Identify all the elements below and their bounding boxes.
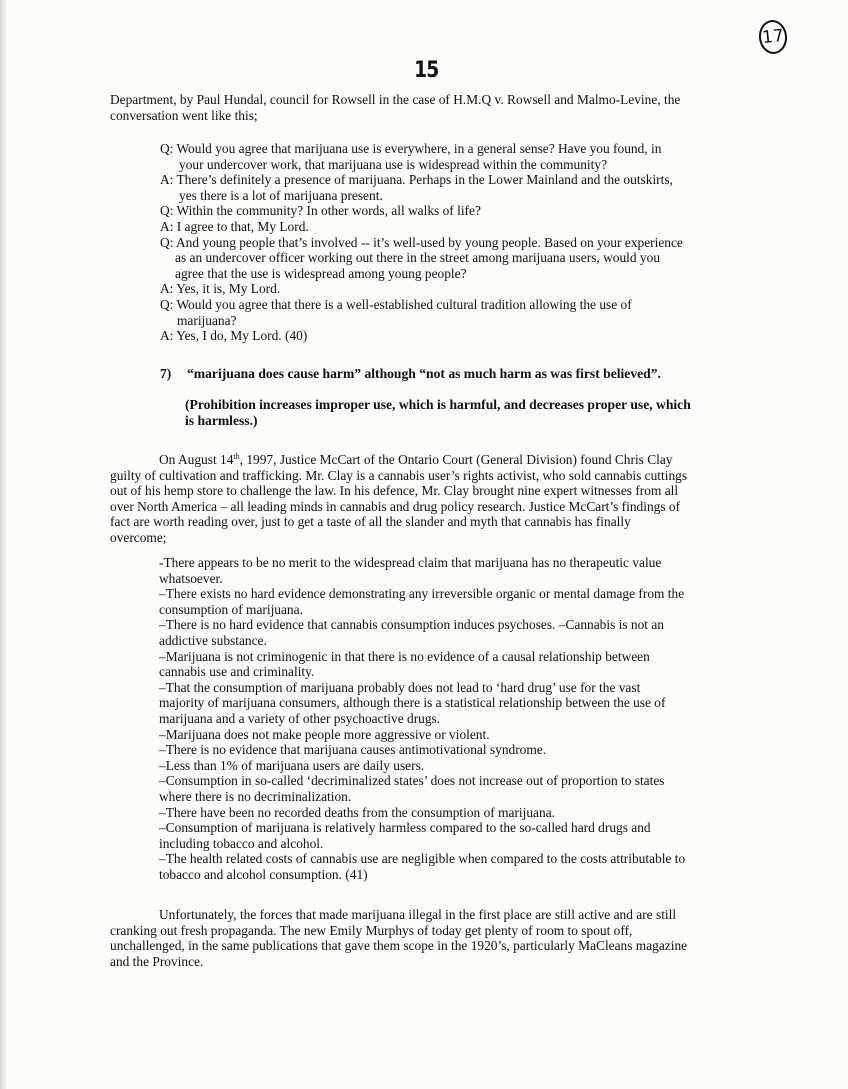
text-span: On August 14 xyxy=(159,452,234,467)
dialog-entry xyxy=(160,172,720,203)
text-line: cranking out fresh propaganda. The new Emily Murphys of today get plenty of room to spout off, xyxy=(110,922,633,938)
text-line xyxy=(110,452,720,468)
text-line: Department, by Paul Hundal, council for Rowsell in the case of H.M.Q v. Rowsell and Malmo-Levine, the xyxy=(110,92,681,107)
finding-line: -There appears to be no merit to the widespread claim that marijuana has no therapeutic value xyxy=(159,555,662,570)
subtitle-line: (Prohibition increases improper use, which is harmful, and decreases proper use, which xyxy=(185,397,691,412)
finding-line: whatsoever. xyxy=(159,570,223,586)
finding-line: majority of marijuana consumers, although there is a statistical relationship between the use of xyxy=(159,695,666,711)
handwritten-page-number: 15 xyxy=(414,58,439,83)
dialog-entry xyxy=(160,235,720,282)
dialog-entry xyxy=(160,141,720,172)
finding-line: –That the consumption of marijuana probably does not lead to ‘hard drug’ use for the vast xyxy=(159,679,641,695)
section-subtitle xyxy=(185,397,691,428)
dialog-line: as an undercover officer working out there in the street among marijuana users, would you xyxy=(175,250,661,266)
superscript: th xyxy=(233,452,240,461)
dialog-entry xyxy=(160,328,720,344)
scan-edge xyxy=(0,0,6,1089)
section-number: 7) xyxy=(160,366,172,381)
dialog-line: yes there is a lot of marijuana present. xyxy=(179,187,383,203)
finding-line: consumption of marijuana. xyxy=(159,601,303,617)
dialog-entry xyxy=(160,281,720,297)
dialog-entry xyxy=(160,203,720,219)
finding-line: –Marijuana does not make people more aggressive or violent. xyxy=(159,726,490,742)
text-line: over North America – all leading minds in cannabis and drug policy research. Justice McCart’s findings of xyxy=(110,498,681,514)
dialog-line: your undercover work, that marijuana use is widespread within the community? xyxy=(179,156,608,172)
closing-paragraph xyxy=(110,907,720,969)
dialog-line: agree that the use is widespread among young people? xyxy=(175,265,467,281)
finding-line: marijuana and a variety of other psychoactive drugs. xyxy=(159,710,441,726)
finding-line: –Less than 1% of marijuana users are daily users. xyxy=(159,757,425,773)
section-heading xyxy=(160,366,661,382)
subtitle-line: is harmless.) xyxy=(185,412,258,428)
finding-line: tobacco and alcohol consumption. (41) xyxy=(159,866,368,882)
dialog-line: Q: And young people that’s involved -- it’s well-used by young people. Based on your experience xyxy=(160,234,683,250)
dialog-line: A: Yes, it is, My Lord. xyxy=(160,281,281,297)
transcript-dialog xyxy=(160,141,720,344)
finding-line: –There is no evidence that marijuana causes antimotivational syndrome. xyxy=(159,742,547,758)
text-line: Unfortunately, the forces that made marijuana illegal in the first place are still active and are still xyxy=(159,907,677,922)
finding-line: cannabis use and criminality. xyxy=(159,664,315,680)
dialog-line: A: Yes, I do, My Lord. (40) xyxy=(160,328,308,344)
finding-line: –Consumption in so-called ‘decriminalized states’ does not increase out of proportion to states xyxy=(159,773,665,789)
findings-list xyxy=(159,555,719,882)
intro-paragraph xyxy=(110,92,720,123)
dialog-line: A: I agree to that, My Lord. xyxy=(160,218,309,234)
finding-line: including tobacco and alcohol. xyxy=(159,835,324,851)
dialog-entry xyxy=(160,297,720,328)
text-line: guilty of cultivation and trafficking. Mr. Clay is a cannabis user’s rights activist, who sold cannabis cuttings xyxy=(110,467,688,483)
finding-line: where there is no decriminalization. xyxy=(159,788,352,804)
section-title: “marijuana does cause harm” although “not as much harm as was first believed”. xyxy=(187,366,661,381)
dialog-entry xyxy=(160,219,720,235)
finding-line: –Marijuana is not criminogenic in that there is no evidence of a causal relationship between xyxy=(159,648,650,664)
text-span: , 1997, Justice McCart of the Ontario Court (General Division) found Chris Clay xyxy=(239,452,673,467)
text-line: unchallenged, in the same publications that gave them scope in the 1920’s, particularly MaCleans magazine xyxy=(110,938,688,954)
text-line: fact are worth reading over, just to get a taste of all the slander and myth that cannabis has finally xyxy=(110,514,631,530)
finding-line: –There exists no hard evidence demonstrating any irreversible organic or mental damage from the xyxy=(159,586,685,602)
clay-paragraph xyxy=(110,452,720,546)
finding-line: addictive substance. xyxy=(159,632,267,648)
finding-line: –There have been no recorded deaths from the consumption of marijuana. xyxy=(159,804,555,820)
text-line: conversation went like this; xyxy=(110,107,258,123)
circled-page-number: 17 xyxy=(757,19,788,56)
text-line: and the Province. xyxy=(110,953,204,969)
dialog-line: marijuana? xyxy=(177,312,237,328)
text-line: overcome; xyxy=(110,529,167,545)
dialog-line: Q: Would you agree that marijuana use is everywhere, in a general sense? Have you found, in xyxy=(160,141,662,156)
dialog-line: Q: Would you agree that there is a well-established cultural tradition allowing the use of xyxy=(160,296,632,312)
finding-line: –There is no hard evidence that cannabis consumption induces psychoses. –Cannabis is not an xyxy=(159,617,665,633)
finding-line: –Consumption of marijuana is relatively harmless compared to the so-called hard drugs and xyxy=(159,820,651,836)
dialog-line: Q: Within the community? In other words, all walks of life? xyxy=(160,203,481,219)
finding-line: –The health related costs of cannabis use are negligible when compared to the costs attributable to xyxy=(159,851,686,867)
text-line: out of his hemp store to challenge the law. In his defence, Mr. Clay brought nine expert witnesses from all xyxy=(110,483,679,499)
dialog-line: A: There’s definitely a presence of marijuana. Perhaps in the Lower Mainland and the outskirts, xyxy=(160,172,673,188)
